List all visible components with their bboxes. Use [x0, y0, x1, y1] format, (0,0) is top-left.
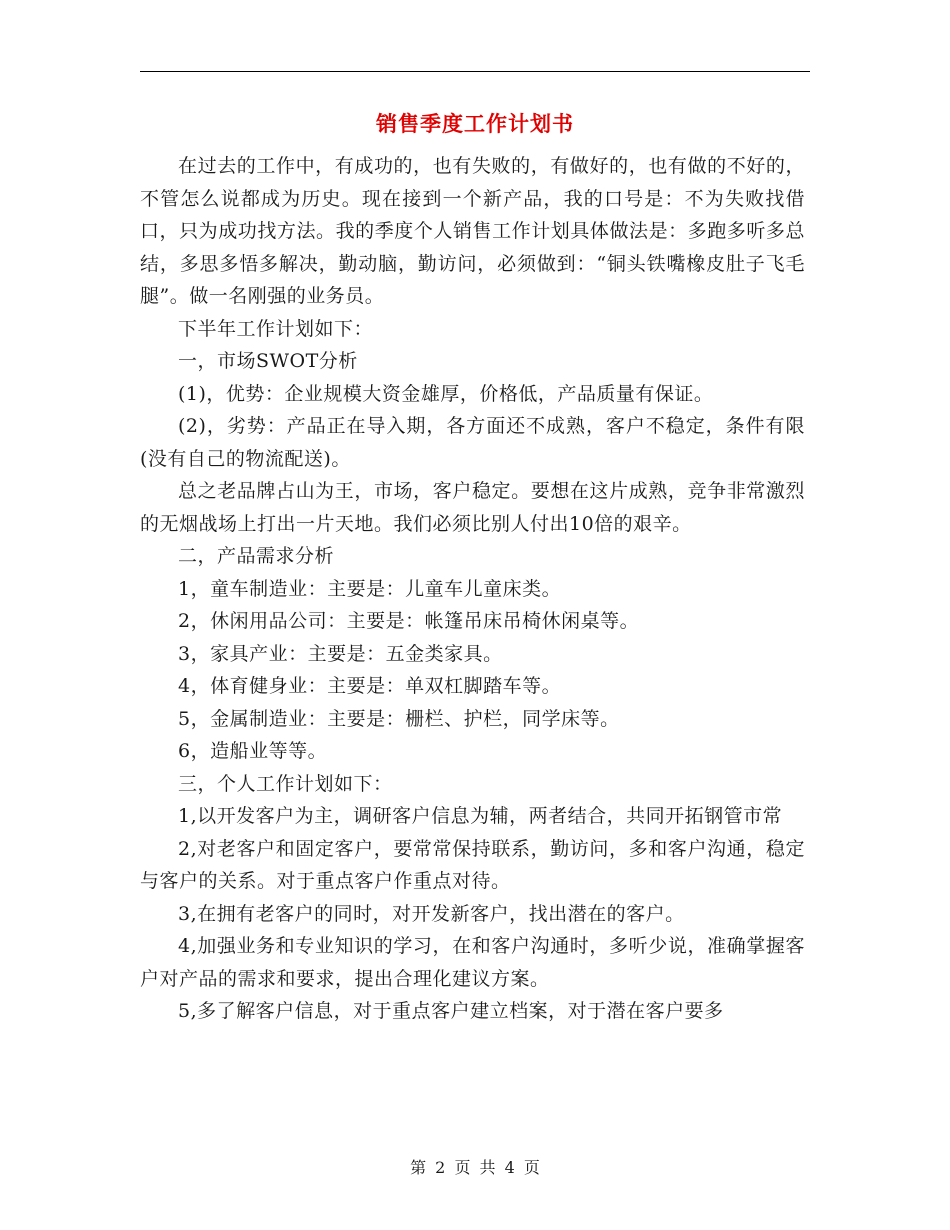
paragraph: (1)，优势：企业规模大资金雄厚，价格低，产品质量有保证。	[178, 382, 714, 405]
list-item: 1,以开发客户为主，调研客户信息为辅，两者结合，共同开拓钢管市常	[178, 805, 783, 827]
list-item: 5，金属制造业：主要是：栅栏、护栏，同学床等。	[178, 707, 620, 730]
paragraph: 在过去的工作中，有成功的，也有失败的，有做好的，也有做的不好的，不管怎么说都成为历史。现在接到一个新产品，我的口号是：不为失败找借口，只为成功找方法。我的季度个人销售工作计划具体做法是：多跑多听多总结，多思多悟多解决，勤动脑，勤访问，必须做到：“铜头铁嘴橡皮肚子飞毛腿”。做一名刚强的业务员。	[140, 155, 805, 307]
list-item: 2,对老客户和固定客户，要常常保持联系，勤访问，多和客户沟通，稳定与客户的关系。对于重点客户作重点对待。	[140, 837, 805, 892]
document-body	[140, 150, 805, 1028]
section-heading: 三，个人工作计划如下：	[178, 772, 393, 795]
list-item: 3，家具产业：主要是：五金类家具。	[178, 642, 503, 665]
list-item: 5,多了解客户信息，对于重点客户建立档案，对于潜在客户要多	[178, 1000, 724, 1022]
list-item: 6，造船业等等。	[178, 740, 328, 762]
section-heading: 一，市场SWOT分析	[178, 350, 358, 372]
document-title: 销售季度工作计划书	[376, 112, 574, 136]
list-item: 4，体育健身业：主要是：单双杠脚踏车等。	[178, 675, 562, 697]
page-footer: 第 2 页 共 4 页	[410, 1158, 540, 1177]
list-item: 4,加强业务和专业知识的学习，在和客户沟通时，多听少说，准确掌握客户对产品的需求和要求，提出合理化建议方案。	[140, 935, 805, 990]
list-item: 3,在拥有老客户的同时，对开发新客户，找出潜在的客户。	[178, 902, 685, 925]
paragraph: (2)，劣势：产品正在导入期，各方面还不成熟，客户不稳定，条件有限(没有自己的物流配送)。	[140, 415, 805, 470]
list-item: 2，休闲用品公司：主要是：帐篷吊床吊椅休闲桌等。	[178, 610, 640, 632]
header-rule	[140, 71, 810, 72]
paragraph: 总之老品牌占山为王，市场，客户稳定。要想在这片成熟，竞争非常激烈的无烟战场上打出一片天地。我们必须比别人付出10倍的艰辛。	[140, 480, 805, 535]
paragraph: 下半年工作计划如下：	[178, 317, 374, 340]
section-heading: 二，产品需求分析	[178, 545, 335, 567]
list-item: 1，童车制造业：主要是：儿童车儿童床类。	[178, 577, 562, 600]
